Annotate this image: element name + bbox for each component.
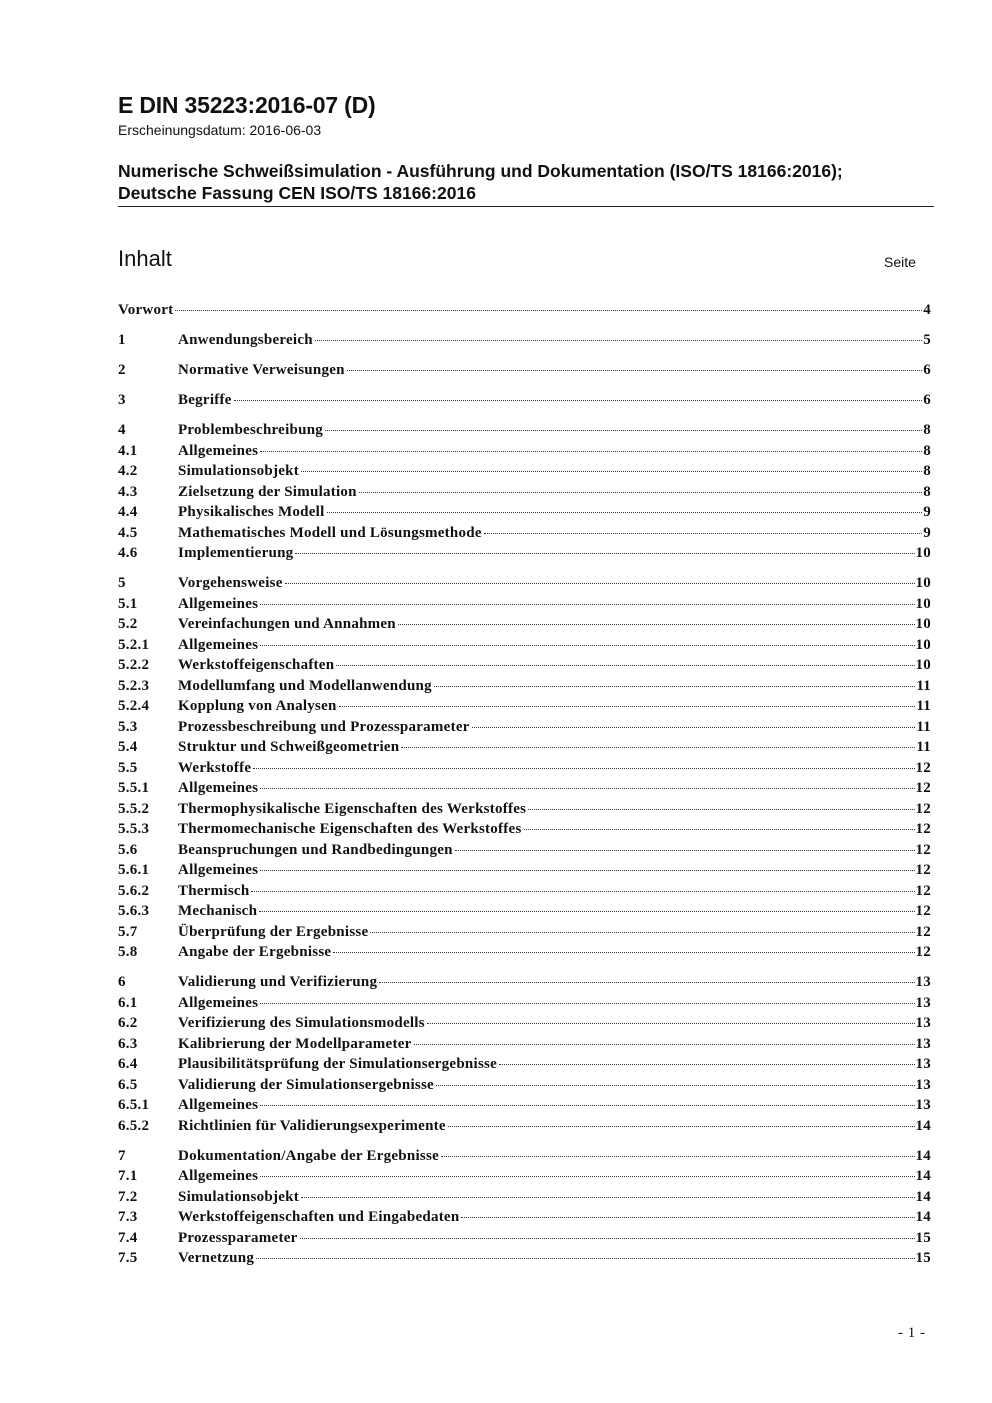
toc-entry-number: 1 xyxy=(118,332,126,348)
toc-entry-label: Überprüfung der Ergebnisse xyxy=(178,923,369,940)
toc-entry-page: 13 xyxy=(915,1015,931,1031)
toc-entry-label: Mechanisch xyxy=(178,903,258,919)
toc-entry-label: Angabe der Ergebnisse xyxy=(178,944,332,960)
toc-entry-page: 13 xyxy=(915,994,931,1011)
toc-entry-page: 12 xyxy=(915,923,931,940)
toc-entry[interactable] xyxy=(118,484,931,505)
toc-entry-label: Simulationsobjekt xyxy=(178,463,299,479)
toc-entry[interactable] xyxy=(118,1097,931,1118)
toc-entry-page: 9 xyxy=(923,504,931,520)
toc-entry-page: 12 xyxy=(915,903,931,919)
toc-entry[interactable] xyxy=(118,1148,931,1169)
toc-entry-number: 3 xyxy=(118,392,126,408)
toc-entry-number: 6.5.1 xyxy=(118,1097,150,1113)
toc-entry-page: 9 xyxy=(923,524,931,541)
toc-entry[interactable] xyxy=(118,596,931,617)
toc-dot-leader xyxy=(436,1085,915,1086)
toc-entry[interactable] xyxy=(118,392,931,413)
toc-dot-leader xyxy=(398,624,915,625)
toc-entry-page: 10 xyxy=(915,657,931,673)
toc-dot-leader xyxy=(259,911,914,912)
table-of-contents xyxy=(118,302,931,1271)
toc-entry-label: Validierung der Simulationsergebnisse xyxy=(178,1076,434,1093)
toc-entry[interactable] xyxy=(118,545,931,566)
toc-dot-leader xyxy=(260,788,914,789)
toc-entry-page: 10 xyxy=(915,575,931,591)
toc-dot-leader xyxy=(260,451,922,452)
toc-entry-number: 4.1 xyxy=(118,442,138,459)
toc-entry-label: Implementierung xyxy=(178,545,294,561)
toc-entry-page: 8 xyxy=(923,442,931,459)
toc-entry-page: 15 xyxy=(915,1229,931,1246)
toc-entry-page: 14 xyxy=(915,1117,931,1134)
toc-dot-leader xyxy=(234,400,923,401)
toc-entry[interactable] xyxy=(118,525,931,546)
toc-dot-leader xyxy=(528,809,914,810)
publication-date: Erscheinungsdatum: 2016-06-03 xyxy=(118,122,322,138)
toc-entry-label: Mathematisches Modell und Lösungsmethode xyxy=(178,524,482,541)
toc-entry-label: Modellumfang und Modellanwendung xyxy=(178,677,432,694)
toc-entry-number: 6.4 xyxy=(118,1056,138,1072)
toc-entry-number: 5.8 xyxy=(118,944,138,960)
toc-dot-leader xyxy=(301,1197,915,1198)
toc-dot-leader xyxy=(524,829,915,830)
toc-entry[interactable] xyxy=(118,1056,931,1077)
toc-entry[interactable] xyxy=(118,422,931,443)
toc-entry-label: Thermophysikalische Eigenschaften des Werkstoffes xyxy=(178,800,527,817)
toc-entry-page: 13 xyxy=(915,1076,931,1093)
toc-entry[interactable] xyxy=(118,1230,931,1251)
toc-entry-label: Werkstoffeigenschaften xyxy=(178,657,335,673)
toc-dot-leader xyxy=(434,686,915,687)
toc-entry-page: 11 xyxy=(916,698,931,714)
toc-entry-page: 6 xyxy=(923,392,931,408)
toc-entry-number: 5.4 xyxy=(118,739,138,755)
document-title: Numerische Schweißsimulation - Ausführung und Dokumentation (ISO/TS 18166:2016); Deutsche Fassung CEN ISO/TS 18166:2016 xyxy=(118,161,843,203)
toc-entry[interactable] xyxy=(118,739,931,760)
toc-entry[interactable] xyxy=(118,821,931,842)
toc-entry[interactable] xyxy=(118,1189,931,1210)
toc-dot-leader xyxy=(251,891,914,892)
toc-dot-leader xyxy=(325,430,922,431)
toc-entry[interactable] xyxy=(118,1077,931,1098)
toc-entry-number: 5.2 xyxy=(118,616,138,632)
toc-entry-page: 6 xyxy=(923,362,931,378)
toc-entry-number: 6.1 xyxy=(118,994,138,1011)
toc-dot-leader xyxy=(295,553,914,554)
toc-entry-page: 5 xyxy=(923,332,931,348)
toc-entry-page: 12 xyxy=(915,944,931,960)
toc-entry[interactable] xyxy=(118,1015,931,1036)
toc-dot-leader xyxy=(427,1023,915,1024)
toc-entry[interactable] xyxy=(118,332,931,353)
toc-entry-page: 4 xyxy=(923,302,931,318)
toc-entry[interactable] xyxy=(118,362,931,383)
toc-entry-label: Allgemeines xyxy=(178,780,259,796)
toc-entry-number: 7.5 xyxy=(118,1250,138,1266)
toc-entry-label: Physikalisches Modell xyxy=(178,504,325,520)
toc-dot-leader xyxy=(260,1105,914,1106)
toc-entry-label: Allgemeines xyxy=(178,994,259,1011)
toc-dot-leader xyxy=(414,1044,915,1045)
toc-entry-label: Richtlinien für Validierungsexperimente xyxy=(178,1117,446,1134)
toc-entry-page: 10 xyxy=(915,595,931,612)
toc-entry-label: Verifizierung des Simulationsmodells xyxy=(178,1015,425,1031)
toc-entry-label: Normative Verweisungen xyxy=(178,362,345,378)
toc-dot-leader xyxy=(339,706,916,707)
toc-entry[interactable] xyxy=(118,1168,931,1189)
toc-entry-label: Begriffe xyxy=(178,392,232,408)
toc-entry-label: Anwendungsbereich xyxy=(178,332,313,348)
toc-entry[interactable] xyxy=(118,678,931,699)
toc-dot-leader xyxy=(260,604,914,605)
toc-entry-page: 8 xyxy=(923,463,931,479)
toc-dot-leader xyxy=(260,870,914,871)
toc-entry-label: Allgemeines xyxy=(178,862,259,878)
toc-entry-number: 5.5.2 xyxy=(118,800,150,817)
toc-entry[interactable] xyxy=(118,883,931,904)
toc-dot-leader xyxy=(484,533,922,534)
toc-entry-number: 5.5 xyxy=(118,759,138,776)
document-id: E DIN 35223:2016-07 (D) xyxy=(118,92,376,118)
toc-entry-page: 12 xyxy=(915,780,931,796)
toc-entry-page: 12 xyxy=(915,841,931,858)
toc-dot-leader xyxy=(461,1217,914,1218)
toc-dot-leader xyxy=(472,727,916,728)
toc-entry-page: 8 xyxy=(923,483,931,500)
toc-entry-page: 12 xyxy=(915,862,931,878)
toc-entry[interactable] xyxy=(118,842,931,863)
toc-entry-number: 2 xyxy=(118,362,126,378)
toc-dot-leader xyxy=(175,310,922,311)
toc-entry[interactable] xyxy=(118,995,931,1016)
toc-entry-page: 13 xyxy=(915,1035,931,1052)
toc-entry-label: Werkstoffeigenschaften und Eingabedaten xyxy=(178,1209,460,1225)
toc-entry-number: 4 xyxy=(118,422,126,438)
toc-entry-label: Vorgehensweise xyxy=(178,575,283,591)
toc-entry-page: 8 xyxy=(923,422,931,438)
page-number: - 1 - xyxy=(898,1325,926,1341)
toc-entry-number: 5.1 xyxy=(118,595,138,612)
toc-heading: Inhalt xyxy=(118,246,172,271)
toc-entry[interactable] xyxy=(118,1209,931,1230)
toc-entry-page: 10 xyxy=(915,545,931,561)
toc-entry-label: Plausibilitätsprüfung der Simulationsergebnisse xyxy=(178,1056,498,1072)
toc-entry[interactable] xyxy=(118,637,931,658)
toc-entry-label: Struktur und Schweißgeometrien xyxy=(178,739,400,755)
toc-entry-label: Thermisch xyxy=(178,882,250,899)
toc-entry-number: 5.3 xyxy=(118,718,138,735)
toc-entry[interactable] xyxy=(118,780,931,801)
toc-dot-leader xyxy=(499,1064,914,1065)
toc-entry-number: 6 xyxy=(118,974,126,990)
toc-entry[interactable] xyxy=(118,862,931,883)
toc-entry-number: 7.3 xyxy=(118,1209,138,1225)
toc-entry-number: 5.5.3 xyxy=(118,821,150,837)
toc-entry-label: Kalibrierung der Modellparameter xyxy=(178,1035,412,1052)
toc-entry-page: 10 xyxy=(915,636,931,653)
toc-dot-leader xyxy=(315,340,922,341)
toc-dot-leader xyxy=(347,370,923,371)
toc-entry[interactable] xyxy=(118,1036,931,1057)
toc-dot-leader xyxy=(333,952,914,953)
toc-entry-page: 11 xyxy=(916,677,931,694)
toc-entry-page: 11 xyxy=(916,718,931,735)
toc-entry-number: 4.5 xyxy=(118,524,138,541)
toc-entry-label: Vereinfachungen und Annahmen xyxy=(178,616,396,632)
toc-dot-leader xyxy=(285,583,915,584)
toc-entry-number: 4.3 xyxy=(118,483,138,500)
toc-entry-label: Allgemeines xyxy=(178,1097,259,1113)
toc-entry[interactable] xyxy=(118,974,931,995)
toc-entry[interactable] xyxy=(118,1250,931,1271)
toc-entry-number: 5.2.2 xyxy=(118,657,150,673)
toc-entry[interactable] xyxy=(118,616,931,637)
toc-entry-number: 6.5 xyxy=(118,1076,138,1093)
toc-dot-leader xyxy=(260,1003,914,1004)
toc-entry[interactable] xyxy=(118,302,931,323)
toc-entry-number: 6.3 xyxy=(118,1035,138,1052)
toc-dot-leader xyxy=(379,982,914,983)
toc-dot-leader xyxy=(448,1126,915,1127)
toc-dot-leader xyxy=(301,471,922,472)
toc-dot-leader xyxy=(401,747,915,748)
toc-entry-number: 5.2.1 xyxy=(118,636,150,653)
toc-entry-number: 5 xyxy=(118,575,126,591)
toc-entry-label: Thermomechanische Eigenschaften des Werkstoffes xyxy=(178,821,522,837)
toc-entry[interactable] xyxy=(118,760,931,781)
toc-page-column-label: Seite xyxy=(884,254,916,270)
toc-entry-label: Vorwort xyxy=(118,302,174,318)
toc-entry-number: 7.4 xyxy=(118,1229,138,1246)
toc-entry[interactable] xyxy=(118,698,931,719)
toc-entry-label: Beanspruchungen und Randbedingungen xyxy=(178,841,453,858)
toc-entry-label: Prozessbeschreibung und Prozessparameter xyxy=(178,718,470,735)
toc-entry-label: Simulationsobjekt xyxy=(178,1188,299,1205)
toc-entry-number: 7 xyxy=(118,1147,126,1164)
toc-entry-number: 5.6.2 xyxy=(118,882,150,899)
toc-dot-leader xyxy=(336,665,914,666)
toc-entry[interactable] xyxy=(118,575,931,596)
toc-dot-leader xyxy=(370,932,914,933)
toc-entry-number: 5.5.1 xyxy=(118,780,150,796)
toc-entry-page: 12 xyxy=(915,759,931,776)
toc-dot-leader xyxy=(253,768,914,769)
toc-entry-page: 13 xyxy=(915,1056,931,1072)
toc-entry-number: 5.6 xyxy=(118,841,138,858)
toc-entry-number: 4.6 xyxy=(118,545,138,561)
toc-entry-label: Allgemeines xyxy=(178,636,259,653)
toc-entry-label: Kopplung von Analysen xyxy=(178,698,337,714)
toc-entry[interactable] xyxy=(118,801,931,822)
toc-entry-page: 13 xyxy=(915,1097,931,1113)
toc-entry[interactable] xyxy=(118,463,931,484)
toc-entry[interactable] xyxy=(118,719,931,740)
toc-dot-leader xyxy=(455,850,915,851)
toc-entry-label: Werkstoffe xyxy=(178,759,252,776)
toc-entry-page: 14 xyxy=(915,1188,931,1205)
toc-dot-leader xyxy=(327,512,923,513)
toc-entry-number: 7.1 xyxy=(118,1168,138,1184)
toc-entry-number: 5.2.3 xyxy=(118,677,150,694)
toc-dot-leader xyxy=(256,1258,914,1259)
toc-entry-number: 6.2 xyxy=(118,1015,138,1031)
toc-entry-label: Dokumentation/Angabe der Ergebnisse xyxy=(178,1147,439,1164)
toc-entry-page: 12 xyxy=(915,882,931,899)
toc-entry-page: 10 xyxy=(915,616,931,632)
toc-dot-leader xyxy=(260,1176,914,1177)
toc-entry[interactable] xyxy=(118,443,931,464)
toc-entry-page: 14 xyxy=(915,1209,931,1225)
toc-entry-label: Allgemeines xyxy=(178,1168,259,1184)
title-divider xyxy=(118,206,934,207)
toc-dot-leader xyxy=(359,492,923,493)
toc-entry[interactable] xyxy=(118,944,931,965)
toc-entry-label: Vernetzung xyxy=(178,1250,255,1266)
toc-entry-page: 14 xyxy=(915,1147,931,1164)
toc-entry-page: 15 xyxy=(915,1250,931,1266)
toc-dot-leader xyxy=(300,1238,915,1239)
toc-entry-label: Prozessparameter xyxy=(178,1229,298,1246)
toc-entry-label: Validierung und Verifizierung xyxy=(178,974,378,990)
toc-entry[interactable] xyxy=(118,1118,931,1139)
toc-entry-number: 5.6.3 xyxy=(118,903,150,919)
toc-entry-number: 5.6.1 xyxy=(118,862,150,878)
toc-entry-number: 5.2.4 xyxy=(118,698,150,714)
toc-entry-page: 13 xyxy=(915,974,931,990)
toc-entry-label: Allgemeines xyxy=(178,595,259,612)
toc-entry[interactable] xyxy=(118,924,931,945)
toc-dot-leader xyxy=(260,645,914,646)
toc-entry-page: 12 xyxy=(915,800,931,817)
toc-entry-label: Allgemeines xyxy=(178,442,259,459)
toc-dot-leader xyxy=(441,1156,915,1157)
toc-entry-page: 12 xyxy=(915,821,931,837)
toc-entry-number: 4.4 xyxy=(118,504,138,520)
toc-entry-label: Zielsetzung der Simulation xyxy=(178,483,357,500)
toc-entry-page: 11 xyxy=(916,739,931,755)
toc-entry-number: 6.5.2 xyxy=(118,1117,150,1134)
toc-entry-page: 14 xyxy=(915,1168,931,1184)
toc-entry-number: 5.7 xyxy=(118,923,138,940)
toc-entry-number: 4.2 xyxy=(118,463,138,479)
toc-entry-number: 7.2 xyxy=(118,1188,138,1205)
toc-entry[interactable] xyxy=(118,504,931,525)
toc-entry[interactable] xyxy=(118,903,931,924)
toc-entry[interactable] xyxy=(118,657,931,678)
toc-entry-label: Problembeschreibung xyxy=(178,422,324,438)
